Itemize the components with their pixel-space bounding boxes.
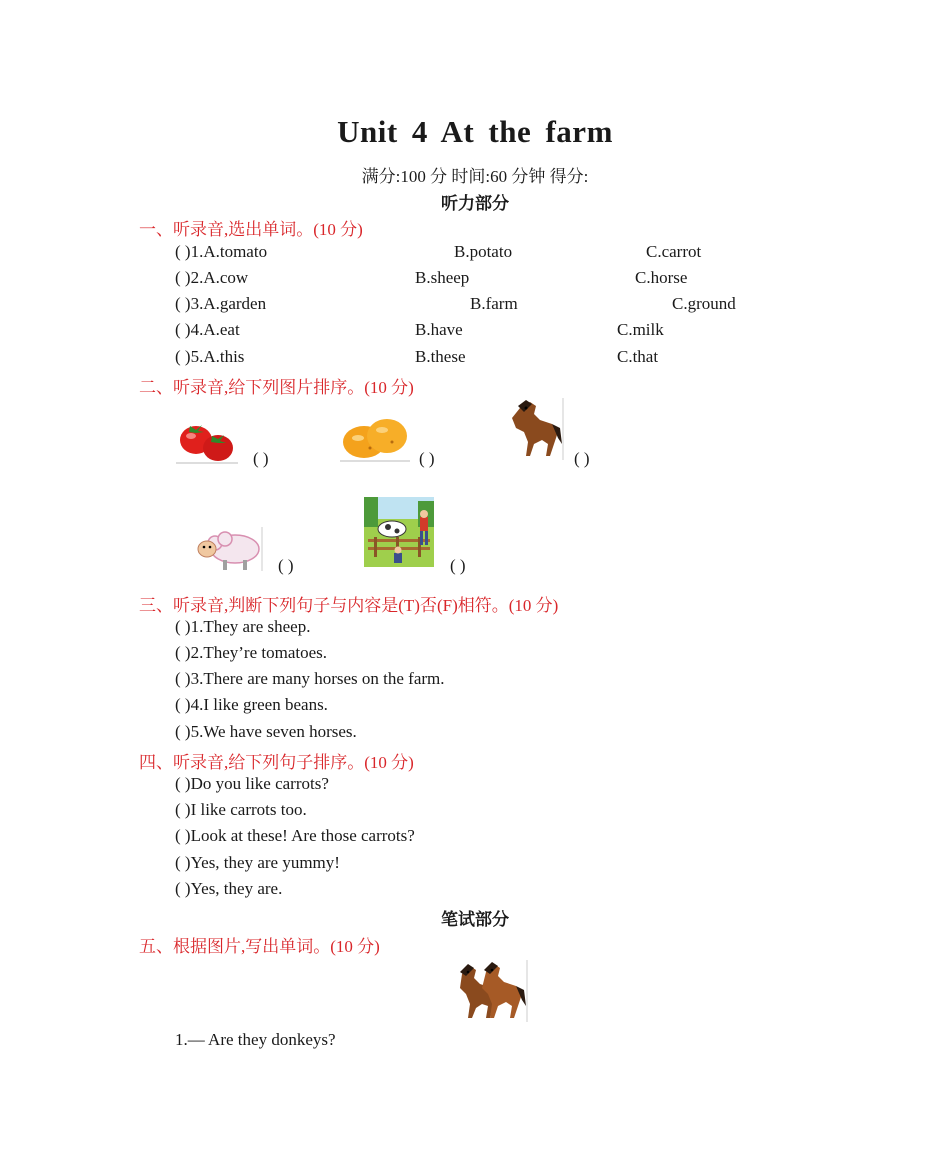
blank-4[interactable]: ( ) (278, 556, 294, 575)
section-5-heading: 五、根据图片,写出单词。(10 分) (139, 937, 380, 956)
blank-5[interactable]: ( ) (450, 556, 466, 575)
option-b: B.these (415, 347, 466, 366)
option-c: C.that (617, 347, 659, 366)
option-a: ( )2.A.cow (175, 268, 249, 287)
horse-picture (504, 398, 564, 460)
option-a: ( )4.A.eat (175, 320, 240, 339)
judge-item-4: ( )4.I like green beans. (175, 695, 328, 714)
section-1-heading: 一、听录音,选出单词。(10 分) (139, 220, 363, 239)
section-3-heading: 三、听录音,判断下列句子与内容是(T)否(F)相符。(10 分) (139, 596, 559, 615)
option-b: B.potato (454, 242, 513, 261)
option-b: B.farm (470, 294, 518, 313)
option-b: B.have (415, 320, 463, 339)
sheep-picture (193, 527, 263, 571)
option-a: ( )5.A.this (175, 347, 245, 366)
part-writing-heading: 笔试部分 (441, 910, 509, 930)
tomatoes-picture (176, 416, 238, 464)
option-c: C.carrot (646, 242, 702, 261)
potatoes-picture (340, 412, 410, 462)
judge-item-2: ( )2.They’re tomatoes. (175, 643, 327, 662)
option-c: C.milk (617, 320, 664, 339)
order-item-4: ( )Yes, they are yummy! (175, 853, 340, 872)
page-title: Unit 4 At the farm (337, 114, 613, 149)
order-item-3: ( )Look at these! Are those carrots? (175, 826, 415, 845)
judge-item-3: ( )3.There are many horses on the farm. (175, 669, 445, 688)
judge-item-1: ( )1.They are sheep. (175, 617, 311, 636)
blank-3[interactable]: ( ) (574, 449, 590, 468)
option-b: B.sheep (415, 268, 470, 287)
order-item-1: ( )Do you like carrots? (175, 774, 329, 793)
question-1: 1.— Are they donkeys? (175, 1030, 336, 1049)
section-2-heading: 二、听录音,给下列图片排序。(10 分) (139, 378, 414, 397)
part-listening-heading: 听力部分 (441, 194, 509, 214)
judge-item-5: ( )5.We have seven horses. (175, 722, 357, 741)
option-a: ( )1.A.tomato (175, 242, 268, 261)
farm-picture (364, 497, 434, 567)
blank-2[interactable]: ( ) (419, 449, 435, 468)
option-c: C.horse (635, 268, 688, 287)
blank-1[interactable]: ( ) (253, 449, 269, 468)
exam-meta: 满分:100 分 时间:60 分钟 得分: (361, 167, 589, 186)
section-4-heading: 四、听录音,给下列句子排序。(10 分) (139, 753, 414, 772)
option-a: ( )3.A.garden (175, 294, 267, 313)
order-item-2: ( )I like carrots too. (175, 800, 307, 819)
horses-picture (456, 960, 528, 1022)
option-c: C.ground (672, 294, 736, 313)
order-item-5: ( )Yes, they are. (175, 879, 283, 898)
